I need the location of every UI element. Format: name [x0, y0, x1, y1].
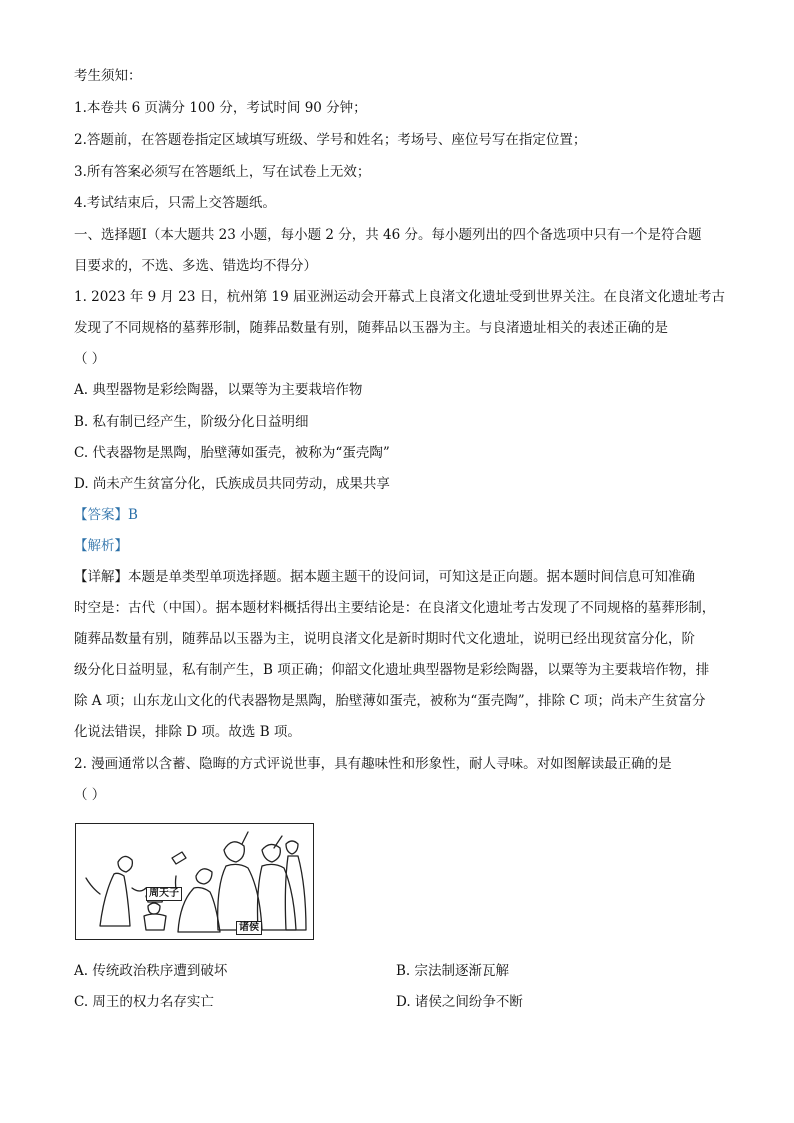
- cartoon-figure: [75, 823, 314, 940]
- q2-option-a: A. 传统政治秩序遭到破坏: [74, 963, 228, 979]
- q1-answer-paren: （ ）: [74, 351, 106, 367]
- q1-answer: 【答案】B: [74, 507, 138, 523]
- q2-answer-paren: （ ）: [74, 787, 106, 803]
- q1-stem-cont: 发现了不同规格的墓葬形制，随葬品数量有别，随葬品以玉器为主。与良渚遗址相关的表述正确的是: [74, 320, 668, 336]
- q2-stem: 2. 漫画通常以含蓄、隐晦的方式评说世事，具有趣味性和形象性，耐人寻味。对如图解读最正确的是: [74, 756, 672, 772]
- section-heading: 一、选择题Ⅰ（本大题共 23 小题，每小题 2 分，共 46 分。每小题列出的四个备选项中只有一个是符合题: [74, 227, 702, 243]
- notice-item: 2.答题前，在答题卷指定区域填写班级、学号和姓名；考场号、座位号写在指定位置；: [74, 132, 587, 148]
- notice-title: 考生须知：: [74, 68, 142, 84]
- cartoon-drawing: [76, 824, 312, 938]
- q1-detail-line: 【详解】本题是单类型单项选择题。据本题主题干的设问词，可知这是正向题。据本题时间信息可知准确: [74, 569, 695, 585]
- notice-item: 3.所有答案必须写在答题纸上，写在试卷上无效；: [74, 164, 371, 180]
- q2-option-c: C. 周王的权力名存实亡: [74, 994, 214, 1010]
- q1-stem: 1. 2023 年 9 月 23 日，杭州第 19 届亚洲运动会开幕式上良渚文化遗址受到世界关注。在良渚文化遗址考古: [74, 289, 726, 305]
- q1-detail-line: 除 A 项；山东龙山文化的代表器物是黑陶，胎壁薄如蛋壳，被称为“蛋壳陶”，排除 C 项；尚未产生贫富分: [74, 693, 706, 709]
- q1-option-c: C. 代表器物是黑陶，胎壁薄如蛋壳，被称为“蛋壳陶”: [74, 445, 390, 461]
- vassal-lords-label: 诸侯: [236, 921, 262, 935]
- zhou-king-label: 周天子: [146, 887, 182, 901]
- section-heading-cont: 目要求的，不选、多选、错选均不得分）: [74, 258, 317, 274]
- q1-detail-line: 级分化日益明显，私有制产生，B 项正确；仰韶文化遗址典型器物是彩绘陶器，以粟等为主要栽培作物，排: [74, 662, 710, 678]
- q1-option-d: D. 尚未产生贫富分化，氏族成员共同劳动，成果共享: [74, 476, 390, 492]
- notice-item: 4.考试结束后，只需上交答题纸。: [74, 195, 276, 211]
- notice-item: 1.本卷共 6 页满分 100 分，考试时间 90 分钟；: [74, 100, 367, 116]
- q2-option-b: B. 宗法制逐渐瓦解: [396, 963, 510, 979]
- q2-option-d: D. 诸侯之间纷争不断: [396, 994, 523, 1010]
- q1-option-a: A. 典型器物是彩绘陶器，以粟等为主要栽培作物: [74, 382, 363, 398]
- q1-detail-line: 时空是：古代（中国）。据本题材料概括得出主要结论是：在良渚文化遗址考古发现了不同规格的墓葬形制，: [74, 600, 716, 616]
- q1-detail-line: 随葬品数量有别，随葬品以玉器为主，说明良渚文化是新时期时代文化遗址，说明已经出现贫富分化，阶: [74, 631, 695, 647]
- q1-option-b: B. 私有制已经产生，阶级分化日益明细: [74, 414, 309, 430]
- q1-detail-line: 化说法错误，排除 D 项。故选 B 项。: [74, 724, 301, 740]
- q1-analysis-label: 【解析】: [74, 538, 128, 554]
